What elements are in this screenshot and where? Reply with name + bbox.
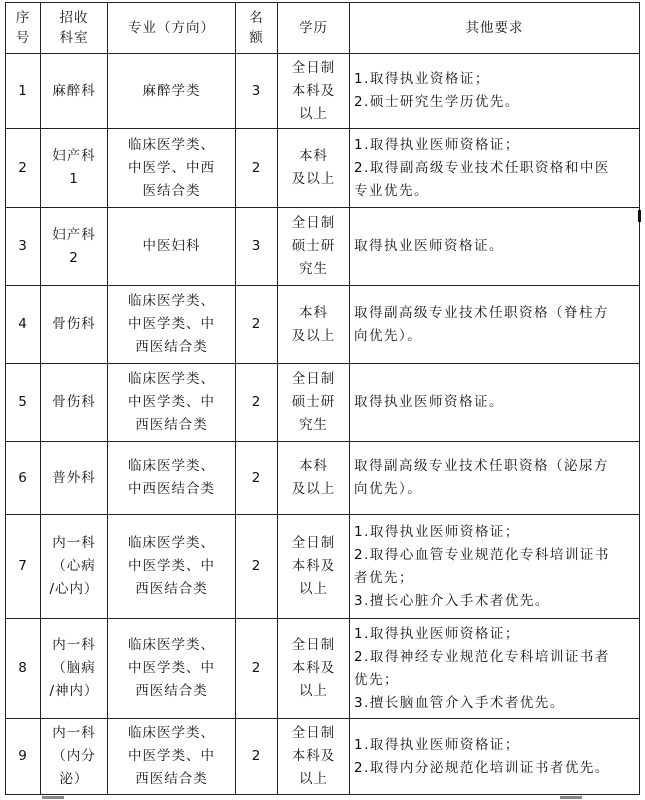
table-row	[6, 54, 640, 129]
cell-count: 3	[236, 54, 278, 129]
cell-dept: 骨伤科	[41, 286, 108, 364]
cell-dept: 妇产科 1	[41, 129, 108, 208]
cell-seq: 3	[6, 208, 41, 286]
cell-dept: 骨伤科	[41, 364, 108, 442]
header-edu: 学历	[278, 3, 350, 54]
cell-edu: 全日制 本科及 以上	[278, 515, 350, 619]
header-req: 其他要求	[350, 3, 640, 54]
cell-seq: 8	[6, 619, 41, 719]
cell-req: 取得执业医师资格证。	[350, 208, 640, 286]
cell-edu: 全日制 硕士研 究生	[278, 364, 350, 442]
header-major: 专业（方向）	[108, 3, 236, 54]
cell-seq: 2	[6, 129, 41, 208]
header-count: 名 额	[236, 3, 278, 54]
cell-edu: 全日制 本科及 以上	[278, 719, 350, 795]
cell-req: 1.取得执业医师资格证； 2.取得心血管专业规范化专科培训证书 者优先； 3.擅长心脏介入手术者优先。	[350, 515, 640, 619]
footer-mark-left	[42, 796, 64, 799]
cell-req: 1.取得执业资格证； 2.硕士研究生学历优先。	[350, 54, 640, 129]
cell-major: 临床医学类、 中医学、中西 医结合类	[108, 129, 236, 208]
cell-edu: 全日制 硕士研 究生	[278, 208, 350, 286]
cell-count: 3	[236, 208, 278, 286]
cell-dept: 麻醉科	[41, 54, 108, 129]
cell-count: 2	[236, 442, 278, 515]
header-seq: 序 号	[6, 3, 41, 54]
table-row	[6, 129, 640, 208]
cell-count: 2	[236, 619, 278, 719]
footer-mark-right	[560, 796, 582, 799]
cell-count: 2	[236, 364, 278, 442]
edge-mark	[638, 210, 641, 222]
cell-seq: 6	[6, 442, 41, 515]
cell-major: 临床医学类、 中医学类、中 西医结合类	[108, 286, 236, 364]
cell-count: 2	[236, 129, 278, 208]
cell-major: 临床医学类、 中医学类、中 西医结合类	[108, 619, 236, 719]
cell-seq: 7	[6, 515, 41, 619]
cell-edu: 本科 及以上	[278, 129, 350, 208]
cell-count: 2	[236, 286, 278, 364]
cell-req: 1.取得执业医师资格证； 2.取得神经专业规范化专科培训证书者 优先； 3.擅长脑血管介入手术者优先。	[350, 619, 640, 719]
cell-major: 中医妇科	[108, 208, 236, 286]
cell-req: 1.取得执业医师资格证； 2.取得副高级专业技术任职资格和中医 专业优先。	[350, 129, 640, 208]
cell-major: 临床医学类、 中医学类、中 西医结合类	[108, 719, 236, 795]
table-row	[6, 364, 640, 442]
cell-seq: 5	[6, 364, 41, 442]
cell-dept: 妇产科 2	[41, 208, 108, 286]
cell-edu: 全日制 本科及 以上	[278, 54, 350, 129]
table-row	[6, 719, 640, 795]
cell-count: 2	[236, 515, 278, 619]
cell-req: 1.取得执业医师资格证； 2.取得内分泌规范化培训证书者优先。	[350, 719, 640, 795]
table-row	[6, 286, 640, 364]
cell-edu: 本科 及以上	[278, 442, 350, 515]
cell-req: 取得执业医师资格证。	[350, 364, 640, 442]
table-row	[6, 515, 640, 619]
cell-dept: 普外科	[41, 442, 108, 515]
cell-major: 临床医学类、 中医学类、中 西医结合类	[108, 515, 236, 619]
cell-edu: 本科 及以上	[278, 286, 350, 364]
table-row	[6, 442, 640, 515]
header-row	[6, 3, 640, 54]
cell-seq: 9	[6, 719, 41, 795]
cell-major: 临床医学类、 中医学类、中 西医结合类	[108, 364, 236, 442]
recruitment-table	[5, 2, 640, 795]
cell-edu: 全日制 本科及 以上	[278, 619, 350, 719]
cell-seq: 1	[6, 54, 41, 129]
cell-req: 取得副高级专业技术任职资格（脊柱方 向优先）。	[350, 286, 640, 364]
cell-major: 临床医学类、 中西医结合类	[108, 442, 236, 515]
cell-dept: 内一科 （脑病 /神内）	[41, 619, 108, 719]
cell-seq: 4	[6, 286, 41, 364]
table-row	[6, 208, 640, 286]
cell-dept: 内一科 （心病 /心内）	[41, 515, 108, 619]
cell-dept: 内一科 （内分 泌）	[41, 719, 108, 795]
table-row	[6, 619, 640, 719]
cell-major: 麻醉学类	[108, 54, 236, 129]
header-dept: 招收 科室	[41, 3, 108, 54]
cell-req: 取得副高级专业技术任职资格（泌尿方 向优先）。	[350, 442, 640, 515]
cell-count: 2	[236, 719, 278, 795]
